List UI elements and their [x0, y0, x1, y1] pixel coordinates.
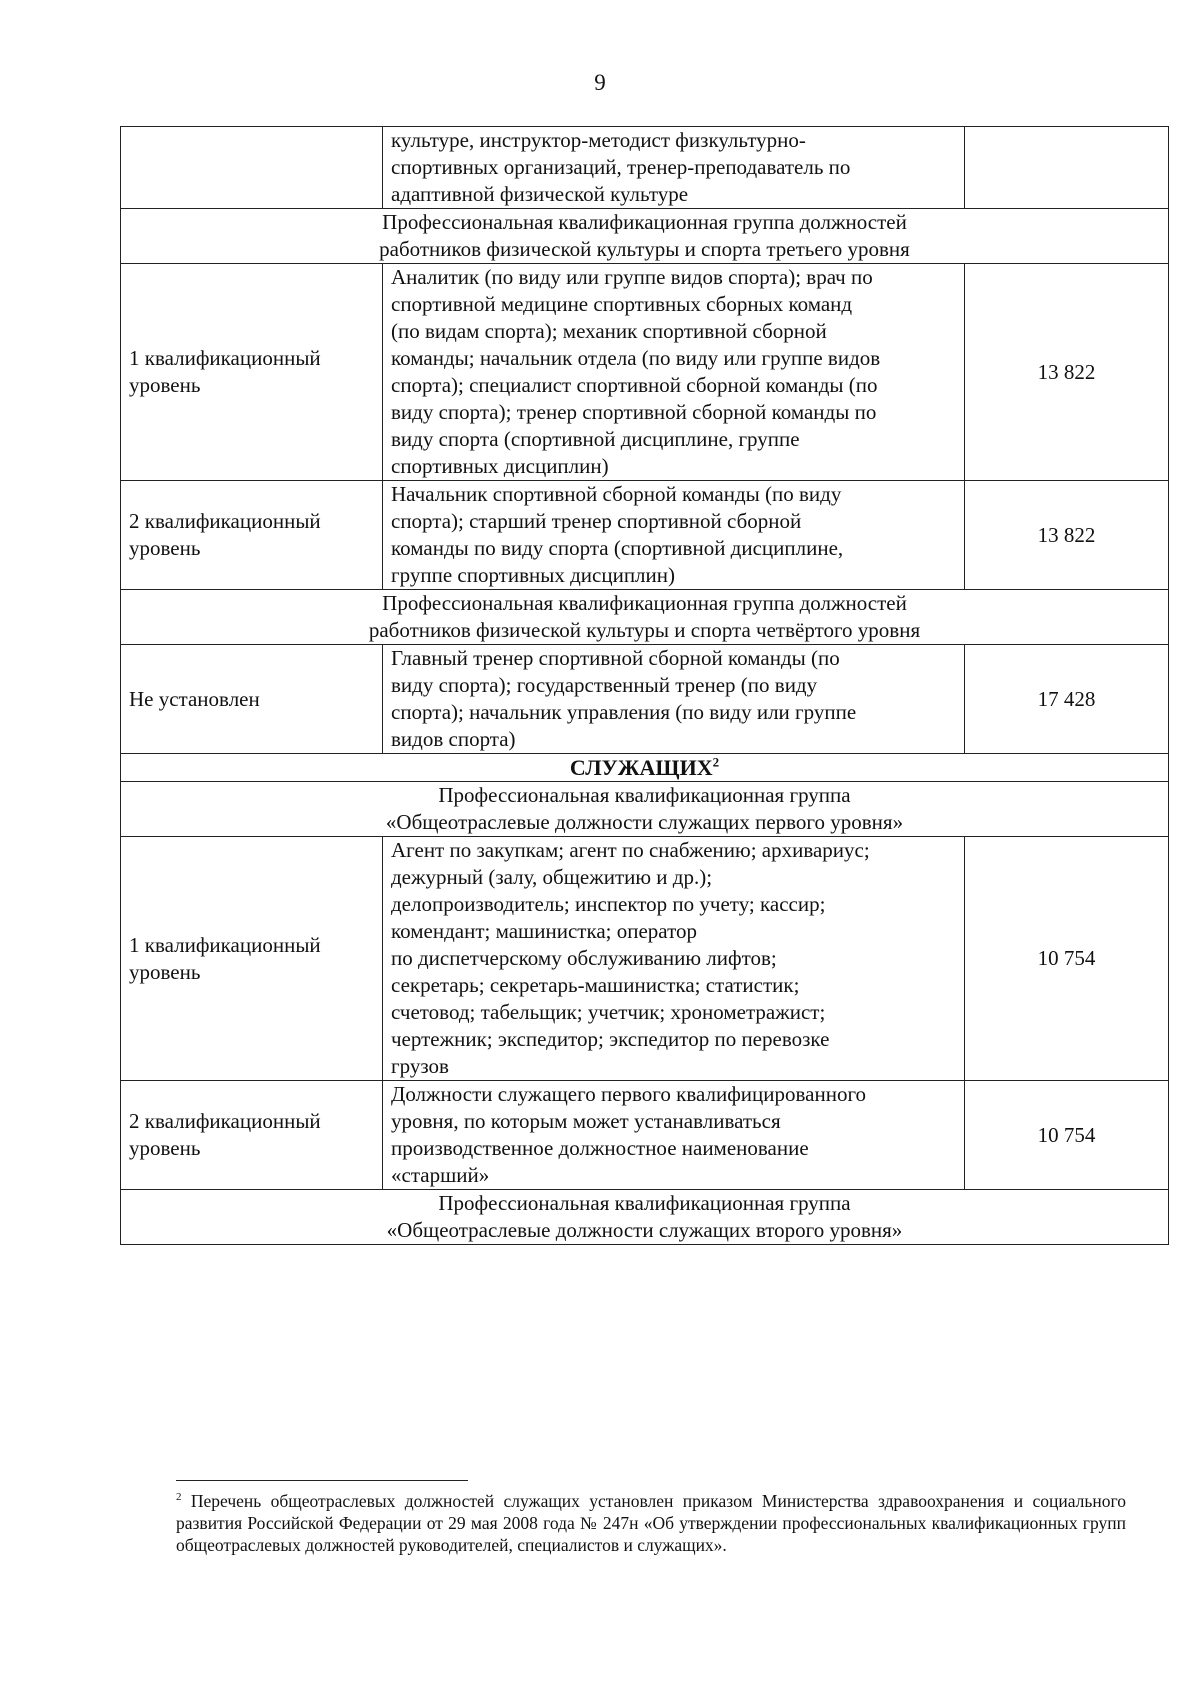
position-line: (по видам спорта); механик спортивной сборной	[391, 319, 827, 343]
position-line: спорта); начальник управления (по виду или группе	[391, 700, 857, 724]
position-line: уровня, по которым может устанавливаться	[391, 1109, 781, 1133]
position-line: виду спорта); тренер спортивной сборной команды по	[391, 400, 877, 424]
table-row	[121, 837, 1169, 1081]
position-line: спорта); специалист спортивной сборной команды (по	[391, 373, 878, 397]
footnote-mark: 2	[176, 1491, 182, 1504]
position-line: спортивной медицине спортивных сборных команд	[391, 292, 853, 316]
table-row	[121, 1081, 1169, 1190]
qualification-level: Не установлен	[121, 645, 383, 754]
group-header-line: «Общеотраслевые должности служащих первого уровня»	[385, 810, 904, 834]
position-line: Должности служащего первого квалифицированного	[391, 1082, 867, 1106]
salary-value: 13 822	[965, 264, 1169, 481]
qualification-level	[121, 127, 383, 209]
position-line: дежурный (залу, общежитию и др.);	[391, 865, 713, 889]
positions-cell	[383, 264, 965, 481]
position-line: спортивных дисциплин)	[391, 454, 609, 478]
position-line: Аналитик (по виду или группе видов спорта); врач по	[391, 265, 873, 289]
salary-value: 13 822	[965, 481, 1169, 590]
position-line: счетовод; табельщик; учетчик; хронометражист;	[391, 1000, 826, 1024]
group-header-line: Профессиональная квалификационная группа должностей	[382, 210, 907, 234]
position-line: Агент по закупкам; агент по снабжению; архивариус;	[391, 838, 870, 862]
footnote-divider	[176, 1480, 468, 1481]
qualification-level: 2 квалификационный уровень	[121, 1081, 383, 1190]
position-line: спортивных организаций, тренер-преподаватель по	[391, 155, 851, 179]
position-line: грузов	[391, 1054, 449, 1078]
group-header	[121, 209, 1169, 264]
table-row	[121, 645, 1169, 754]
positions-cell	[383, 481, 965, 590]
position-line: производственное должностное наименование	[391, 1136, 809, 1160]
group-header	[121, 782, 1169, 837]
group-header-line: Профессиональная квалификационная группа	[438, 1191, 851, 1215]
position-line: «старший»	[391, 1163, 490, 1187]
section-title-text: СЛУЖАЩИХ	[569, 755, 713, 780]
qualification-level: 1 квалификационный уровень	[121, 264, 383, 481]
group-header-line: Профессиональная квалификационная группа должностей	[382, 591, 907, 615]
position-line: по диспетчерскому обслуживанию лифтов;	[391, 946, 777, 970]
footnote	[176, 1490, 1126, 1556]
position-line: спорта); старший тренер спортивной сборной	[391, 509, 802, 533]
position-line: виду спорта (спортивной дисциплине, группе	[391, 427, 800, 451]
group-header	[121, 1190, 1169, 1245]
group-header-row	[121, 209, 1169, 264]
salary-table	[120, 126, 1169, 1245]
position-line: секретарь; секретарь-машинистка; статистик;	[391, 973, 800, 997]
group-header-line: Профессиональная квалификационная группа	[438, 783, 851, 807]
position-line: делопроизводитель; инспектор по учету; кассир;	[391, 892, 826, 916]
position-line: Начальник спортивной сборной команды (по виду	[391, 482, 842, 506]
section-title-row	[121, 754, 1169, 782]
position-line: комендант; машинистка; оператор	[391, 919, 697, 943]
section-title	[121, 754, 1169, 782]
footnote-text: Перечень общеотраслевых должностей служащих установлен приказом Министерства здравоохранения и социального развития Российской Федерации от 29 мая 2008 года № 247н «Об утверждении профессиональных квалификационных групп общеотраслевых должностей руководителей, специалистов и служащих».	[176, 1491, 1126, 1555]
positions-cell	[383, 645, 965, 754]
group-header-row	[121, 782, 1169, 837]
positions-cell	[383, 1081, 965, 1190]
table-row	[121, 481, 1169, 590]
qualification-level: 1 квалификационный уровень	[121, 837, 383, 1081]
position-line: культуре, инструктор-методист физкультурно-	[391, 128, 806, 152]
position-line: команды по виду спорта (спортивной дисциплине,	[391, 536, 844, 560]
salary-table-body	[121, 127, 1169, 1245]
group-header-row	[121, 1190, 1169, 1245]
group-header-row	[121, 590, 1169, 645]
qualification-level: 2 квалификационный уровень	[121, 481, 383, 590]
table-row	[121, 264, 1169, 481]
salary-value: 10 754	[965, 837, 1169, 1081]
positions-cell	[383, 837, 965, 1081]
page-number: 9	[594, 70, 606, 95]
position-line: адаптивной физической культуре	[391, 182, 689, 206]
group-header-line: работников физической культуры и спорта четвёртого уровня	[368, 618, 921, 642]
position-line: видов спорта)	[391, 727, 516, 751]
group-header-line: работников физической культуры и спорта третьего уровня	[379, 237, 910, 261]
salary-value	[965, 127, 1169, 209]
footnote-reference: 2	[712, 754, 720, 770]
group-header	[121, 590, 1169, 645]
table-row	[121, 127, 1169, 209]
salary-value: 10 754	[965, 1081, 1169, 1190]
positions-cell	[383, 127, 965, 209]
position-line: чертежник; экспедитор; экспедитор по перевозке	[391, 1027, 830, 1051]
position-line: виду спорта); государственный тренер (по виду	[391, 673, 818, 697]
position-line: Главный тренер спортивной сборной команды (по	[391, 646, 840, 670]
salary-value: 17 428	[965, 645, 1169, 754]
group-header-line: «Общеотраслевые должности служащих второго уровня»	[386, 1218, 903, 1242]
position-line: группе спортивных дисциплин)	[391, 563, 676, 587]
position-line: команды; начальник отдела (по виду или группе видов	[391, 346, 881, 370]
